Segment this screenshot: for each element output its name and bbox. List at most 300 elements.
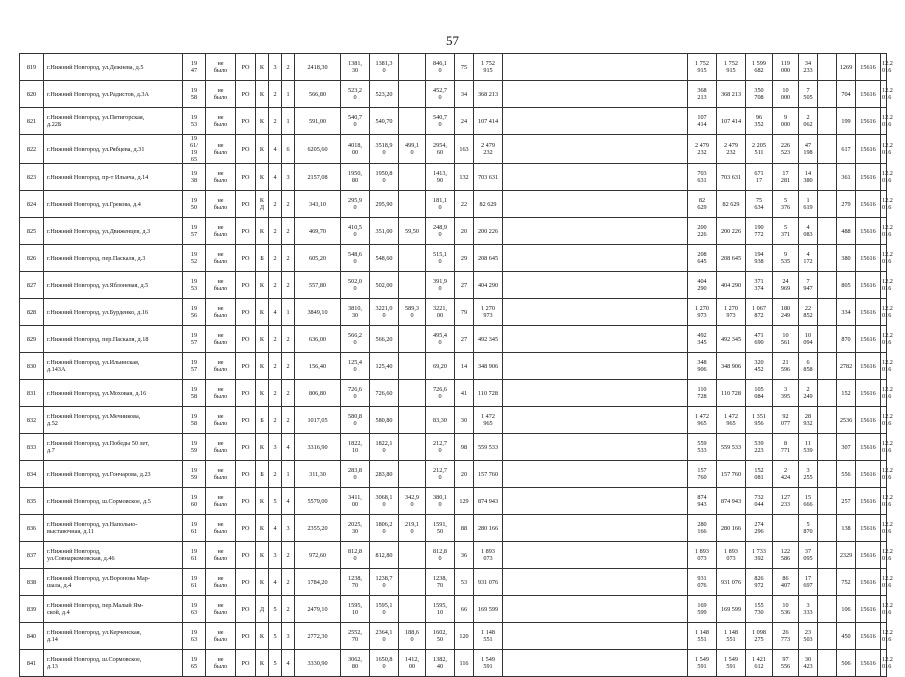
nonliving-area-cell [399,407,426,434]
cost-cell: 194 938 [746,245,773,272]
entrances-cell: 2 [282,218,295,245]
living-area-cell: 812,80 [370,542,399,569]
material-cell: Б [256,245,269,272]
table-row [20,245,887,272]
residents-cell: 27 [455,272,474,299]
cost-cell: 703 631 [717,164,746,191]
empty-cell [503,380,688,407]
empty-cell [503,434,688,461]
entrances-cell: 2 [282,54,295,81]
row-number: 825 [20,218,44,245]
year-cell: 19 57 [183,218,206,245]
nonliving-area-cell [399,191,426,218]
cost-total-cell: 157 760 [474,461,503,488]
table-row [20,650,887,677]
address-cell: г.Нижний Новгород, пер.Паскаля, д.3 [44,245,183,272]
empty-cell [503,272,688,299]
limit-cell: 15616 [856,81,881,108]
cost-cell: 471 690 [746,326,773,353]
table-row [20,299,887,326]
living-area-cell: 283,80 [370,461,399,488]
common-area-cell: 248,9 0 [426,218,455,245]
empty-cell [818,353,837,380]
empty-cell [503,81,688,108]
date-cell: 12.2 016 [881,407,887,434]
nonliving-area-cell [399,434,426,461]
common-area-cell: 1602, 50 [426,623,455,650]
cost-cell: 107 414 [717,108,746,135]
table-row [20,135,887,164]
unit-cost-cell: 617 [837,135,856,164]
ro-cell: РО [236,245,256,272]
unit-cost-cell: 152 [837,380,856,407]
year-cell: 19 52 [183,245,206,272]
cost-cell: 404 290 [688,272,717,299]
common-area-cell: 726,6 0 [426,380,455,407]
repair-cell: не было [206,380,236,407]
total-area-cell: 2772,30 [295,623,341,650]
common-area-cell: 380,1 0 [426,488,455,515]
cost-cell: 169 599 [688,596,717,623]
cost-cell: 5 870 [799,515,818,542]
address-cell: г.Нижний Новгород, ул.Дежнева, д.5 [44,54,183,81]
living-area-cell: 1595,1 0 [370,596,399,623]
total-area-cell: 806,80 [295,380,341,407]
total-area-cell: 591,00 [295,108,341,135]
nonliving-area-cell [399,461,426,488]
residents-cell: 36 [455,542,474,569]
material-cell: Д [256,596,269,623]
cost-cell: 34 233 [799,54,818,81]
material-cell: К [256,434,269,461]
cost-cell: 280 166 [717,515,746,542]
cost-cell: 37 095 [799,542,818,569]
cost-cell: 2 062 [799,108,818,135]
entrances-cell: 2 [282,245,295,272]
nonliving-area-cell: 342,9 0 [399,488,426,515]
cost-cell: 9 000 [773,108,799,135]
address-cell: г.Нижний Новгород, пр-т Ильича, д.14 [44,164,183,191]
limit-cell: 15616 [856,135,881,164]
cost-cell: 4 083 [799,218,818,245]
cost-cell [773,515,799,542]
material-cell: Б [256,407,269,434]
cost-cell: 1 599 682 [746,54,773,81]
nonliving-area-cell: 499,1 0 [399,135,426,164]
material-cell: К [256,81,269,108]
cost-cell: 1 067 872 [746,299,773,326]
area-cell: 566,2 0 [341,326,370,353]
cost-cell: 28 932 [799,407,818,434]
cost-cell: 11 539 [799,434,818,461]
table-row [20,164,887,191]
table-row [20,596,887,623]
residents-cell: 34 [455,81,474,108]
table-row [20,191,887,218]
cost-cell: 3 333 [799,596,818,623]
material-cell: К [256,135,269,164]
address-cell: г.Нижний Новгород, ул.Гончарова, д.23 [44,461,183,488]
limit-cell: 15616 [856,54,881,81]
common-area-cell: 2954, 60 [426,135,455,164]
unit-cost-cell: 257 [837,488,856,515]
empty-cell [503,650,688,677]
cost-cell: 30 423 [799,650,818,677]
nonliving-area-cell: 188,6 0 [399,623,426,650]
empty-cell [503,299,688,326]
date-cell: 12.2 016 [881,488,887,515]
ro-cell: РО [236,515,256,542]
row-number: 840 [20,623,44,650]
entrances-cell: 6 [282,135,295,164]
ro-cell: РО [236,542,256,569]
table-row [20,569,887,596]
common-area-cell: 69,20 [426,353,455,380]
floors-cell: 4 [269,569,282,596]
unit-cost-cell: 704 [837,81,856,108]
common-area-cell: 1382, 40 [426,650,455,677]
floors-cell: 2 [269,245,282,272]
repair-cell: не было [206,191,236,218]
cost-cell: 190 772 [746,218,773,245]
ro-cell: РО [236,135,256,164]
floors-cell: 5 [269,650,282,677]
cost-cell: 1 893 073 [688,542,717,569]
limit-cell: 15616 [856,245,881,272]
empty-cell [818,515,837,542]
ro-cell: РО [236,596,256,623]
living-area-cell: 540,70 [370,108,399,135]
material-cell: К [256,623,269,650]
area-cell: 548,6 0 [341,245,370,272]
empty-cell [503,54,688,81]
cost-total-cell: 1 549 591 [474,650,503,677]
common-area-cell: 1238, 70 [426,569,455,596]
empty-cell [818,596,837,623]
cost-cell: 26 773 [773,623,799,650]
year-cell: 19 60 [183,488,206,515]
repair-cell: не было [206,54,236,81]
entrances-cell: 4 [282,434,295,461]
cost-cell: 105 084 [746,380,773,407]
cost-total-cell: 1 893 073 [474,542,503,569]
area-cell: 1238, 70 [341,569,370,596]
common-area-cell: 1595, 10 [426,596,455,623]
date-cell: 12.2 016 [881,108,887,135]
cost-cell: 200 226 [717,218,746,245]
cost-cell: 931 076 [717,569,746,596]
cost-cell: 1 270 973 [717,299,746,326]
cost-cell: 97 556 [773,650,799,677]
row-number: 839 [20,596,44,623]
cost-cell: 75 634 [746,191,773,218]
nonliving-area-cell [399,108,426,135]
entrances-cell: 4 [282,650,295,677]
cost-cell: 371 374 [746,272,773,299]
cost-cell: 82 629 [688,191,717,218]
nonliving-area-cell [399,542,426,569]
repair-cell: не было [206,81,236,108]
unit-cost-cell: 279 [837,191,856,218]
cost-cell: 7 947 [799,272,818,299]
cost-cell: 10 094 [799,326,818,353]
date-cell: 12.2 016 [881,623,887,650]
ro-cell: РО [236,434,256,461]
repair-cell: не было [206,272,236,299]
material-cell: К [256,326,269,353]
cost-cell: 6 858 [799,353,818,380]
living-area-cell: 1238,7 0 [370,569,399,596]
cost-cell: 1 098 275 [746,623,773,650]
cost-cell: 226 523 [773,135,799,164]
entrances-cell: 2 [282,353,295,380]
repair-cell: не было [206,164,236,191]
total-area-cell: 557,80 [295,272,341,299]
cost-cell: 874 943 [717,488,746,515]
limit-cell: 15616 [856,191,881,218]
common-area-cell: 1413, 90 [426,164,455,191]
limit-cell: 15616 [856,569,881,596]
unit-cost-cell: 1269 [837,54,856,81]
material-cell: К [256,299,269,326]
cost-total-cell: 280 166 [474,515,503,542]
floors-cell: 2 [269,461,282,488]
ro-cell: РО [236,299,256,326]
floors-cell: 2 [269,108,282,135]
floors-cell: 2 [269,380,282,407]
table-row [20,515,887,542]
nonliving-area-cell: 1412, 00 [399,650,426,677]
floors-cell: 5 [269,623,282,650]
common-area-cell: 391,9 0 [426,272,455,299]
area-cell: 1595, 10 [341,596,370,623]
table-row [20,623,887,650]
cost-cell: 1 351 956 [746,407,773,434]
cost-cell: 671 17 [746,164,773,191]
address-cell: г.Нижний Новгород, ул.Победы 50 лет, д.7 [44,434,183,461]
cost-cell: 7 505 [799,81,818,108]
area-cell: 3810, 30 [341,299,370,326]
floors-cell: 4 [269,515,282,542]
year-cell: 19 50 [183,191,206,218]
cost-cell: 200 226 [688,218,717,245]
cost-cell: 86 407 [773,569,799,596]
total-area-cell: 311,30 [295,461,341,488]
entrances-cell: 1 [282,299,295,326]
repair-cell: не было [206,515,236,542]
cost-cell: 1 733 392 [746,542,773,569]
cost-cell: 1 148 551 [688,623,717,650]
residents-cell: 27 [455,326,474,353]
limit-cell: 15616 [856,218,881,245]
empty-cell [818,650,837,677]
residents-cell: 132 [455,164,474,191]
repair-cell: не было [206,434,236,461]
entrances-cell: 3 [282,164,295,191]
row-number: 837 [20,542,44,569]
cost-cell: 2 205 511 [746,135,773,164]
cost-cell: 96 352 [746,108,773,135]
ro-cell: РО [236,218,256,245]
limit-cell: 15616 [856,108,881,135]
floors-cell: 4 [269,135,282,164]
cost-total-cell: 110 728 [474,380,503,407]
cost-cell: 110 728 [717,380,746,407]
common-area-cell: 846,1 0 [426,54,455,81]
ro-cell: РО [236,623,256,650]
year-cell: 19 63 [183,623,206,650]
table-row [20,108,887,135]
floors-cell: 3 [269,54,282,81]
address-cell: г.Нижний Новгород, ул.Бурденко, д.16 [44,299,183,326]
cost-cell: 24 969 [773,272,799,299]
living-area-cell: 726,60 [370,380,399,407]
table-row [20,272,887,299]
cost-cell: 10 000 [773,81,799,108]
total-area-cell: 6205,60 [295,135,341,164]
cost-cell: 208 645 [717,245,746,272]
row-number: 838 [20,569,44,596]
cost-cell: 3 395 [773,380,799,407]
cost-cell: 119 000 [773,54,799,81]
year-cell: 19 58 [183,380,206,407]
cost-cell: 931 076 [688,569,717,596]
row-number: 841 [20,650,44,677]
ro-cell: РО [236,380,256,407]
living-area-cell: 3518,9 0 [370,135,399,164]
area-cell: 283,8 0 [341,461,370,488]
row-number: 819 [20,54,44,81]
cost-cell: 348 906 [688,353,717,380]
cost-cell: 703 631 [688,164,717,191]
year-cell: 19 53 [183,272,206,299]
cost-cell: 2 479 232 [717,135,746,164]
cost-cell: 274 296 [746,515,773,542]
date-cell: 12.2 016 [881,164,887,191]
cost-cell: 14 380 [799,164,818,191]
limit-cell: 15616 [856,407,881,434]
material-cell: К [256,542,269,569]
empty-cell [503,407,688,434]
ro-cell: РО [236,569,256,596]
empty-cell [818,245,837,272]
cost-total-cell: 931 076 [474,569,503,596]
table-row [20,81,887,108]
year-cell: 19 38 [183,164,206,191]
empty-cell [818,164,837,191]
living-area-cell: 523,20 [370,81,399,108]
repair-cell: не было [206,218,236,245]
address-cell: г.Нижний Новгород, пер.Малый Ям- ской, д.4 [44,596,183,623]
address-cell: г.Нижний Новгород, ул.Пятигорская, д.22Б [44,108,183,135]
unit-cost-cell: 106 [837,596,856,623]
living-area-cell: 1822,1 0 [370,434,399,461]
date-cell: 12.2 016 [881,81,887,108]
entrances-cell: 1 [282,108,295,135]
year-cell: 19 53 [183,108,206,135]
date-cell: 12.2 016 [881,353,887,380]
row-number: 832 [20,407,44,434]
entrances-cell: 2 [282,569,295,596]
empty-cell [818,191,837,218]
empty-cell [818,135,837,164]
unit-cost-cell: 380 [837,245,856,272]
row-number: 822 [20,135,44,164]
empty-cell [818,542,837,569]
material-cell: К [256,353,269,380]
cost-cell: 2 249 [799,380,818,407]
cost-cell: 826 972 [746,569,773,596]
floors-cell: 2 [269,407,282,434]
area-cell: 2025, 30 [341,515,370,542]
common-area-cell: 495,4 0 [426,326,455,353]
empty-cell [818,569,837,596]
cost-cell: 368 213 [688,81,717,108]
material-cell: К [256,218,269,245]
repair-cell: не было [206,569,236,596]
unit-cost-cell: 488 [837,218,856,245]
nonliving-area-cell: 219,1 0 [399,515,426,542]
row-number: 835 [20,488,44,515]
floors-cell: 2 [269,191,282,218]
empty-cell [503,135,688,164]
living-area-cell: 548,60 [370,245,399,272]
cost-cell: 127 233 [773,488,799,515]
area-cell: 502,0 0 [341,272,370,299]
repair-cell: не было [206,108,236,135]
cost-total-cell: 404 290 [474,272,503,299]
date-cell: 12.2 016 [881,272,887,299]
area-cell: 4018, 00 [341,135,370,164]
limit-cell: 15616 [856,515,881,542]
total-area-cell: 566,80 [295,81,341,108]
year-cell: 19 59 [183,434,206,461]
table-row [20,353,887,380]
unit-cost-cell: 361 [837,164,856,191]
cost-cell: 350 708 [746,81,773,108]
residents-cell: 163 [455,135,474,164]
limit-cell: 15616 [856,461,881,488]
cost-cell: 732 044 [746,488,773,515]
material-cell: К [256,650,269,677]
cost-cell: 23 503 [799,623,818,650]
unit-cost-cell: 2782 [837,353,856,380]
living-area-cell: 3221,0 0 [370,299,399,326]
empty-cell [818,272,837,299]
residents-cell: 88 [455,515,474,542]
cost-cell: 368 213 [717,81,746,108]
cost-total-cell: 1 148 551 [474,623,503,650]
total-area-cell: 3330,90 [295,650,341,677]
unit-cost-cell: 199 [837,108,856,135]
cost-cell: 152 081 [746,461,773,488]
date-cell: 12.2 016 [881,299,887,326]
address-cell: г.Нижний Новгород, ул.Воронова Мар- шала, д.4 [44,569,183,596]
cost-total-cell: 169 599 [474,596,503,623]
total-area-cell: 2479,10 [295,596,341,623]
table-row [20,218,887,245]
cost-cell: 110 728 [688,380,717,407]
cost-total-cell: 200 226 [474,218,503,245]
living-area-cell: 1650,8 0 [370,650,399,677]
ro-cell: РО [236,650,256,677]
cost-cell: 5 376 [773,191,799,218]
empty-cell [503,461,688,488]
empty-cell [818,461,837,488]
address-cell: г.Нижний Новгород, ул.Совнаркомовская, д.46 [44,542,183,569]
year-cell: 19 61 [183,542,206,569]
nonliving-area-cell [399,272,426,299]
